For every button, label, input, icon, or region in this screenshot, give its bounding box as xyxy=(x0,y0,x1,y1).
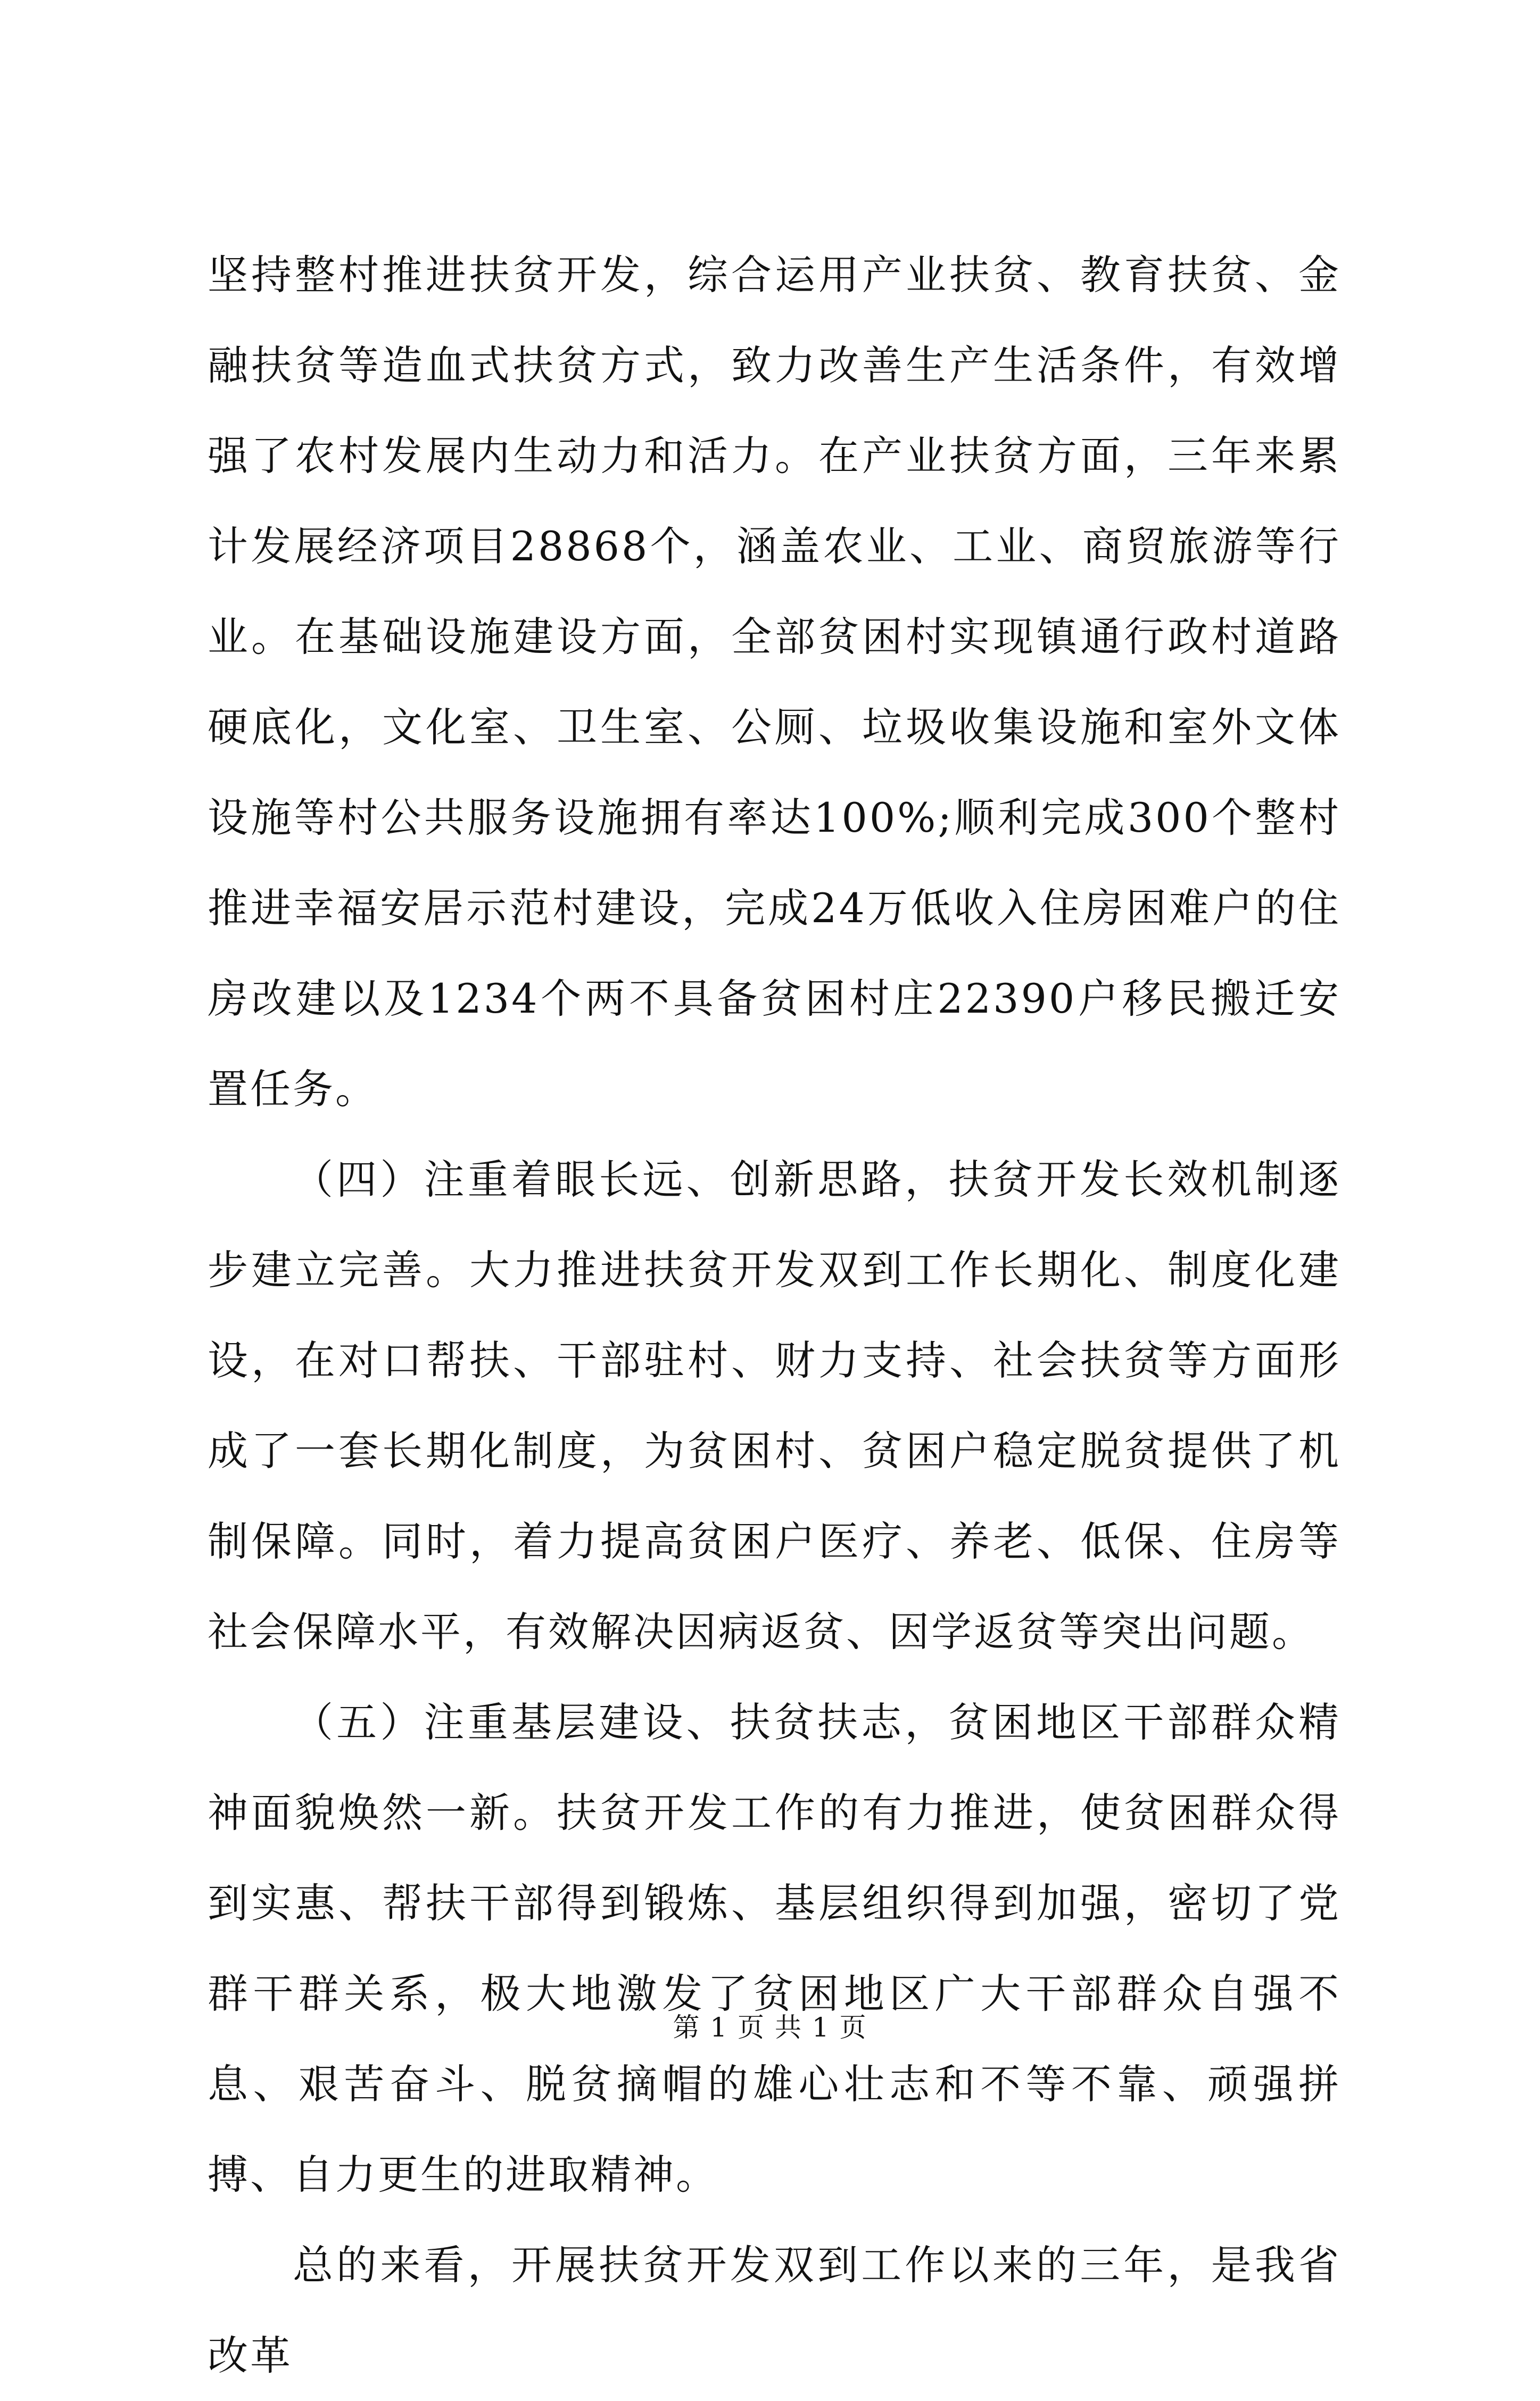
paragraph-2: （四）注重着眼长远、创新思路，扶贫开发长效机制逐步建立完善。大力推进扶贫开发双到工作长期化、制度化建设，在对口帮扶、干部驻村、财力支持、社会扶贫等方面形成了一套长期化制度，为贫困村、贫困户稳定脱贫提供了机制保障。同时，着力提高贫困户医疗、养老、低保、住房等社会保障水平，有效解决因病返贫、因学返贫等突出问题。 xyxy=(208,1156,1341,1655)
paragraph-4: 总的来看，开展扶贫开发双到工作以来的三年，是我省改革 xyxy=(208,2241,1341,2379)
paragraph-1: 坚持整村推进扶贫开发，综合运用产业扶贫、教育扶贫、金融扶贫等造血式扶贫方式，致力改善生产生活条件，有效增强了农村发展内生动力和活力。在产业扶贫方面，三年来累计发展经济项目28868个，涵盖农业、工业、商贸旅游等行业。在基础设施建设方面，全部贫困村实现镇通行政村道路硬底化，文化室、卫生室、公厕、垃圾收集设施和室外文体设施等村公共服务设施拥有率达100%;顺利完成300个整村推进幸福安居示范村建设，完成24万低收入住房困难户的住房改建以及1234个两不具备贫困村庄22390户移民搬迁安置任务。 xyxy=(208,251,1341,1113)
document-body xyxy=(208,230,1341,2401)
paragraph-3: （五）注重基层建设、扶贫扶志，贫困地区干部群众精神面貌焕然一新。扶贫开发工作的有力推进，使贫困群众得到实惠、帮扶干部得到锻炼、基层组织得到加强，密切了党群干群关系，极大地激发了贫困地区广大干部群众自强不息、艰苦奋斗、脱贫摘帽的雄心壮志和不等不靠、顽强拼搏、自力更生的进取精神。 xyxy=(208,1699,1341,2198)
page-footer: 第 1 页 共 1 页 xyxy=(673,2012,867,2043)
